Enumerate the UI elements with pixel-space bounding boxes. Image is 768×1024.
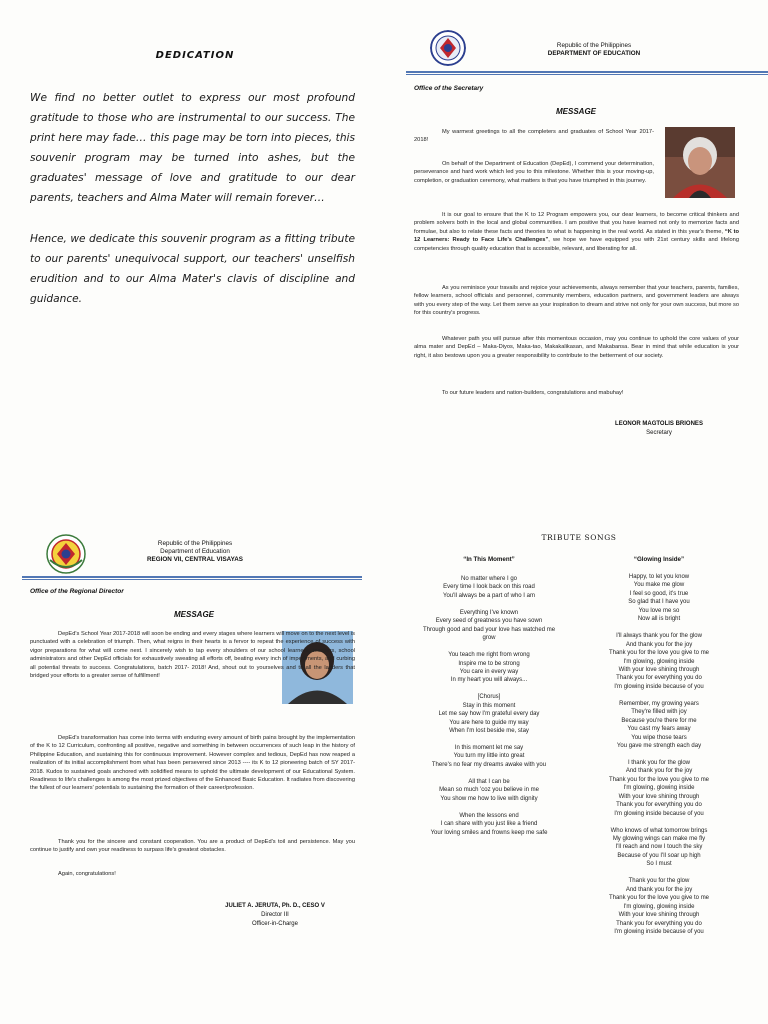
stanza-gap	[399, 643, 579, 651]
region-header	[100, 540, 290, 564]
stanza-gap	[574, 624, 744, 632]
header-rule-thin	[22, 579, 362, 580]
lyric-line: You teach me right from wrong	[448, 652, 530, 659]
song-1-title: “In This Moment”	[463, 556, 515, 563]
stanza-gap	[574, 750, 744, 758]
lyric-line: You wipe those tears	[631, 734, 687, 741]
lyric-line: Who knows of what tomorrow brings	[610, 827, 708, 834]
director-message-page	[0, 512, 384, 1024]
stanza-gap	[399, 685, 579, 693]
stanza-gap	[399, 803, 579, 811]
dedication-paragraph-2: Hence, we dedicate this souvenir program as a fitting tribute to our parents' unequivocal support, our teachers' unselfish erudition and to our Alma Mater's clavis of discipline and guidance.	[30, 233, 355, 305]
director-paragraph-1: DepEd's School Year 2017-2018 will soon be ending and every stages where learners will move on to the next level is punctuated with a celebration of triumph. Then, what reigns in their hearts is a fervor to repeat the experience of success with vigor preparations for what will come next. I sincerely wish to tap every shoulders of our school learners, teachers, school administrators and other DepEd officials for exhaustively sweating all efforts off, beating every inch of impediments, and curbing all potential threats to success. Congratulations, batch 2017- 2018! And, shout out to yourselves and to all the ladders that bridged your efforts to a greater sense of fulfillment!	[30, 631, 355, 680]
secretary-signature	[584, 420, 734, 438]
stanza-gap	[574, 869, 744, 877]
department-text: DEPARTMENT OF EDUCATION	[547, 50, 641, 57]
dedication-page	[0, 0, 384, 512]
lyric-line: Thank you for the love you give to me	[608, 650, 710, 657]
stanza-gap	[574, 691, 744, 699]
director-paragraph-4: Again, congratulations!	[58, 871, 116, 877]
secretary-paragraph-1: My warmest greetings to all the completers and graduates of School Year 2017-2018!	[414, 129, 654, 144]
republic-header	[494, 42, 694, 58]
lyric-line: When the lessons end	[459, 812, 519, 819]
lyric-line: You turn my little into great	[453, 753, 525, 760]
office-label: Office of the Regional Director	[30, 588, 124, 595]
lyric-line: [Chorus]	[477, 694, 501, 701]
lyric-line: I'm glowing inside because of you	[614, 683, 704, 690]
lyric-line: So I must	[646, 861, 672, 868]
lyric-line: Let me say how I'm grateful every day	[438, 711, 540, 718]
lyric-line: In this moment let me say	[454, 745, 524, 751]
lyric-line: I'm glowing inside because of you	[614, 810, 704, 817]
director-paragraph-3: Thank you for the sincere and constant cooperation. You are a product of DepEd's toil and persistence. May you continue to justify and own your readiness to surpass life's greatest obstacles.	[30, 839, 355, 854]
lyric-line: You are here to guide my way	[449, 719, 529, 726]
office-label: Office of the Secretary	[414, 85, 484, 92]
lyric-line: I feel so good, it's true	[629, 590, 689, 597]
lyric-line: Everything I've known	[459, 609, 519, 616]
message-title: MESSAGE	[174, 610, 215, 619]
director-title: Director III	[261, 912, 289, 918]
region-seal-icon	[46, 534, 86, 574]
department-text: Department of Education	[160, 548, 230, 555]
republic-text: Republic of the Philippines	[157, 540, 233, 547]
lyric-line: My glowing wings can make me fly	[612, 835, 706, 842]
lyric-line: You gave me strength each day	[616, 743, 702, 750]
theme-text: “K to 12 Learners: Ready to Face Life's Challenges”	[414, 228, 740, 244]
lyric-line: Through good and bad your love has watched me	[422, 626, 556, 633]
lyric-line: Thank you for the glow	[628, 878, 690, 885]
lyric-line: Stay in this moment	[462, 702, 516, 709]
secretary-message-page	[384, 0, 768, 512]
lyric-line: Thank you for everything you do	[616, 920, 702, 927]
stanza-gap	[399, 600, 579, 608]
lyric-line: No matter where I go	[460, 576, 518, 582]
lyric-line: And thank you for the joy	[625, 768, 693, 775]
lyric-line: And thank you for the joy	[625, 641, 693, 648]
region-text: REGION VII, CENTRAL VISAYAS	[147, 556, 243, 563]
stanza-gap	[574, 818, 744, 826]
lyric-line: All that I can be	[468, 778, 510, 785]
dedication-paragraph-1: We find no better outlet to express our most profound gratitude to those who are instrumental to our success. The print here may fade… this page may be torn into pieces, this souvenir program may be turned into ashes, but the graduates' message of love and gratitude to our dear parents, teachers and Alma Mater will remain forever…	[30, 92, 355, 204]
song-2-title: “Glowing Inside”	[633, 556, 685, 563]
lyric-line: Mean so much 'coz you believe in me	[439, 787, 539, 794]
lyric-line: And thank you for the joy	[625, 886, 693, 893]
secretary-paragraph-3: It is our goal to ensure that the K to 12 Program empowers you, our dear learners, to become critical thinkers and problem solvers both in the local and global communities. I am positive that you have learned not only to memorize facts and formulae, but also to relate these facts and theories to what is happening in the real world. As stated in this year's theme, “K to 12 Learners: Ready to Face Life's Challenges”, we hope we have equipped you with 21st century skills and lifelong competencies through quality education that is accessible, relevant, and liberating for all.	[414, 212, 740, 252]
lyric-line: Every time I look back on this road	[443, 584, 535, 591]
lyric-line: Because you're there for me	[621, 717, 697, 724]
lyric-line: Thank you for the love you give to me	[608, 895, 710, 902]
lyric-line: You make me glow	[633, 582, 685, 589]
lyric-line: Remember, my growing years	[619, 700, 699, 707]
secretary-name: LEONOR MAGTOLIS BRIONES	[615, 421, 703, 427]
lyric-line: Thank you for everything you do	[616, 802, 702, 809]
lyric-line: They're filled with joy	[631, 709, 687, 716]
lyric-line: I can share with you just like a friend	[440, 821, 538, 828]
header-rule	[22, 576, 362, 578]
lyric-line: I'm glowing, glowing inside	[623, 903, 695, 910]
lyric-line: I'll reach and now I touch the sky	[615, 844, 703, 851]
lyric-line: You cast my fears away	[627, 726, 691, 733]
lyric-line: I'm glowing, glowing inside	[623, 785, 695, 792]
dedication-title: DEDICATION	[155, 50, 235, 61]
tribute-songs-page	[384, 512, 768, 1024]
lyric-line: With your love shining through	[618, 793, 700, 800]
lyric-line: Inspire me to be strong	[458, 660, 520, 667]
secretary-photo	[665, 127, 735, 198]
song-2-lyrics	[574, 573, 744, 936]
header-rule	[406, 71, 768, 73]
lyric-line: I thank you for the glow	[627, 759, 691, 766]
lyric-line: With your love shining through	[618, 666, 700, 673]
lyric-line: Thank you for the love you give to me	[608, 776, 710, 783]
secretary-paragraph-4: As you reminisce your travails and rejoice your achievements, always remember that your teachers, parents, families, fellow learners, school officials and personnel, community members, education partners, and government leaders are always with you every step of the way. Let them serve as your inspiration to dream and strive not only for your own success, but more so for this country's progress.	[414, 285, 739, 317]
lyric-line: grow	[482, 635, 496, 642]
lyric-line: Your loving smiles and frowns keep me safe	[430, 829, 548, 836]
secretary-paragraph-6: To our future leaders and nation-builders, congratulations and mabuhay!	[442, 390, 624, 396]
lyric-line: When I'm lost beside me, stay	[449, 728, 529, 735]
lyric-line: Now all is bright	[637, 616, 681, 623]
lyric-line: You'll always be a part of who I am	[443, 592, 535, 599]
stanza-gap	[399, 769, 579, 777]
song-1-lyrics	[399, 575, 579, 837]
tribute-title: TRIBUTE SONGS	[541, 533, 617, 542]
header-rule-thin	[406, 74, 768, 75]
lyric-line: So glad that I have you	[628, 599, 690, 606]
lyric-line: Because of you I'll soar up high	[617, 852, 701, 859]
deped-seal-icon	[430, 30, 466, 66]
republic-text: Republic of the Philippines	[556, 42, 632, 49]
director-name: JULIET A. JERUTA, Ph. D., CESO V	[225, 903, 325, 909]
lyric-line: Every seed of greatness you have sown	[435, 618, 543, 625]
director-role: Officer-in-Charge	[252, 921, 298, 927]
lyric-line: Happy, to let you know	[628, 574, 690, 580]
secretary-paragraph-5: Whatever path you will pursue after this momentous occasion, may you continue to uphold the core values of your alma mater and DepEd – Maka-Diyos, Maka-tao, Makakalikasan, and Makabansa. Bear in mind that while education is your right, it also bestows upon you a greater responsibility to contribute to the betterment of our society.	[414, 336, 739, 359]
lyric-line: I'm glowing, glowing inside	[623, 658, 695, 665]
lyric-line: I'll always thank you for the glow	[616, 633, 702, 640]
secretary-title: Secretary	[646, 430, 672, 436]
lyric-line: You show me how to live with dignity	[440, 795, 538, 802]
director-signature	[190, 902, 360, 929]
message-title: MESSAGE	[556, 107, 597, 116]
lyric-line: Thank you for everything you do	[616, 675, 702, 682]
secretary-paragraph-2: On behalf of the Department of Education (DepEd), I commend your determination, perseverance and hard work which led you to this milestone. Whether this is your moving-up, completion, or graduation ceremony, what matters is that you have triumphed in this journey.	[414, 161, 654, 184]
lyric-line: You love me so	[638, 607, 680, 614]
lyric-line: I'm glowing inside because of you	[614, 928, 704, 935]
lyric-line: There's no fear my dreams awake with you	[431, 761, 547, 768]
lyric-line: With your love shining through	[618, 912, 700, 919]
director-paragraph-2: DepEd's transformation has come into terms with enduring every amount of birth pains brought by the implementation of the K to 12 Curriculum, confronting all positive, negative and something in between occurrences of such leap in the history of Philippine Education, and sustaining this for continuous improvement. However complex and tedious, DepEd has now reaped a realization of its initial accomplishment from what has been persevered since 2013 ---- its K to 12 pioneering batch of SY 2017-2018. Kudos to sustained goals anchored with solidified means to uphold the ultimate development of our Educational System. Readiness to life's challenges is among the most prized objectives of the Enhanced Basic Education. It radiates from discovering the fullest of our learners' potentials to sustaining the formation of their career/profession.	[30, 735, 355, 792]
lyric-line: In my heart you will always...	[450, 677, 528, 684]
lyric-line: You care in every way	[459, 668, 519, 675]
stanza-gap	[399, 736, 579, 744]
